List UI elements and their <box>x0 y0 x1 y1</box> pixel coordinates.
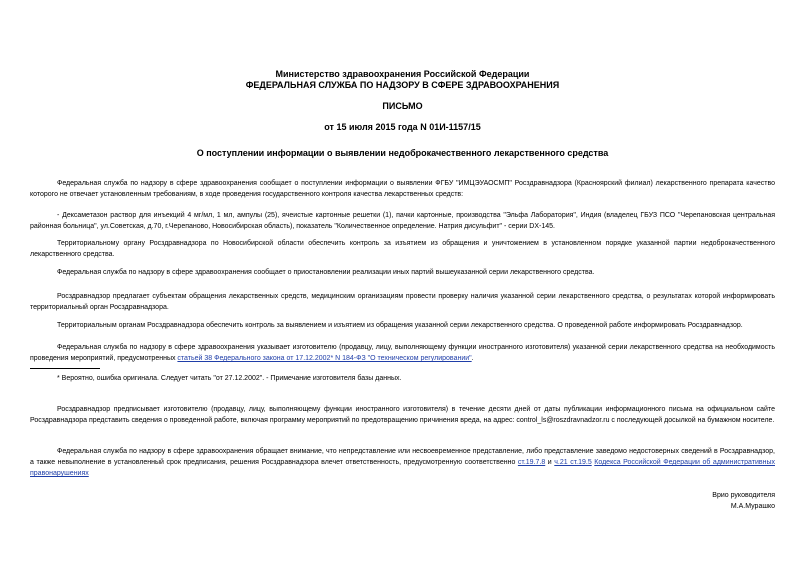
paragraph-7-end: . <box>471 355 474 362</box>
paragraph-9-and: и <box>545 459 555 466</box>
federal-law-link[interactable]: статьей 38 Федерального закона от 17.12.2002* N 184-ФЗ "О техническом регулировании" <box>177 355 472 362</box>
doc-type-heading: ПИСЬМО <box>382 101 423 111</box>
service-heading: ФЕДЕРАЛЬНАЯ СЛУЖБА ПО НАДЗОРУ В СФЕРЕ ЗДРАВООХРАНЕНИЯ <box>245 80 560 90</box>
paragraph-9 <box>30 446 775 479</box>
administrative-code-link[interactable]: Кодекса Российской Федерации об административных правонарушениях <box>30 459 775 477</box>
paragraph-4: Федеральная служба по надзору в сфере здравоохранения сообщает о приостановлении реализации иных партий вышеуказанной серии лекарственного средства. <box>57 269 595 276</box>
date-number-heading: от 15 июля 2015 года N 01И-1157/15 <box>324 122 481 132</box>
paragraph-7 <box>30 342 775 364</box>
signatory-name: М.А.Мурашко <box>730 503 775 510</box>
subject-heading: О поступлении информации о выявлении недоброкачественного лекарственного средства <box>196 148 609 158</box>
ministry-heading: Министерство здравоохранения Российской Федерации <box>275 69 530 79</box>
paragraph-1: Федеральная служба по надзору в сфере здравоохранения сообщает о поступлении информации о выявлении ФГБУ "ИМЦЭУАОСМП" Росздравнадзора (Красноярский филиал) лекарственного препарата качество которого не отвечает установленным требованиям, в ходе проведения государственного контроля качества лекарственных средств: <box>30 180 775 198</box>
article-19-5-link[interactable]: ч.21 ст.19.5 <box>554 459 592 466</box>
document-page <box>30 0 775 571</box>
paragraph-6: Территориальным органам Росздравнадзора обеспечить контроль за выявлением и изъятием из обращения указанной серии лекарственного средства. О проведенной работе информировать Росздравнадзор. <box>57 322 743 329</box>
footnote-separator <box>30 368 100 369</box>
paragraph-8: Росздравнадзор предписывает изготовителю (продавцу, лицу, выполняющему функции иностранного изготовителя) в течение десяти дней от даты публикации информационного письма на официальном сайте Росздравнадзора представить сведения о проведенной работе, включая программу мероприятий по предотвращению причинения вреда, на адрес: control_ls@roszdravnadzor.ru с последующей досылкой на бумажном носителе. <box>30 406 775 424</box>
paragraph-9-text: Федеральная служба по надзору в сфере здравоохранения обращает внимание, что непредставление или несвоевременное представление, либо представление заведомо недостоверных сведений в Росздравнадзор, а также невыполнение в установленный срок предписания, решения Росздравнадзора влечет ответственность, предусмотренную соответственно <box>30 448 775 466</box>
signatory-position: Врио руководителя <box>712 492 775 499</box>
paragraph-7-text: Федеральная служба по надзору в сфере здравоохранения указывает изготовителю (продавцу, лицу, выполняющему функции иностранного изготовителя) указанной серии лекарственного средства на необходимость проведения мероприятий, предусмотренных <box>30 344 775 362</box>
paragraph-2: - Дексаметазон раствор для инъекций 4 мг/мл, 1 мл, ампулы (25), ячеистые картонные решетки (1), пачки картонные, производства "Эльфа Лаборатория", Индия (владелец ГБУЗ ПСО "Черепановская центральная районная больница", ул.Советская, д.70, г.Черепаново, Новосибирская область), показатель "Количественное определение. Натрия дисульфит" - серии DX-145. <box>30 212 775 230</box>
paragraph-3: Территориальному органу Росздравнадзора по Новосибирской области обеспечить контроль за изъятием из обращения и уничтожением в установленном порядке указанной партии недоброкачественного лекарственного средства. <box>30 240 775 258</box>
paragraph-5: Росздравнадзор предлагает субъектам обращения лекарственных средств, медицинским организациям провести проверку наличия указанной серии лекарственного средства, о результатах которой информировать территориальный орган Росздравнадзора. <box>30 293 775 311</box>
footnote: * Вероятно, ошибка оригинала. Следует читать "от 27.12.2002". - Примечание изготовителя базы данных. <box>57 375 402 382</box>
article-19-7-8-link[interactable]: ст.19.7.8 <box>517 459 546 466</box>
